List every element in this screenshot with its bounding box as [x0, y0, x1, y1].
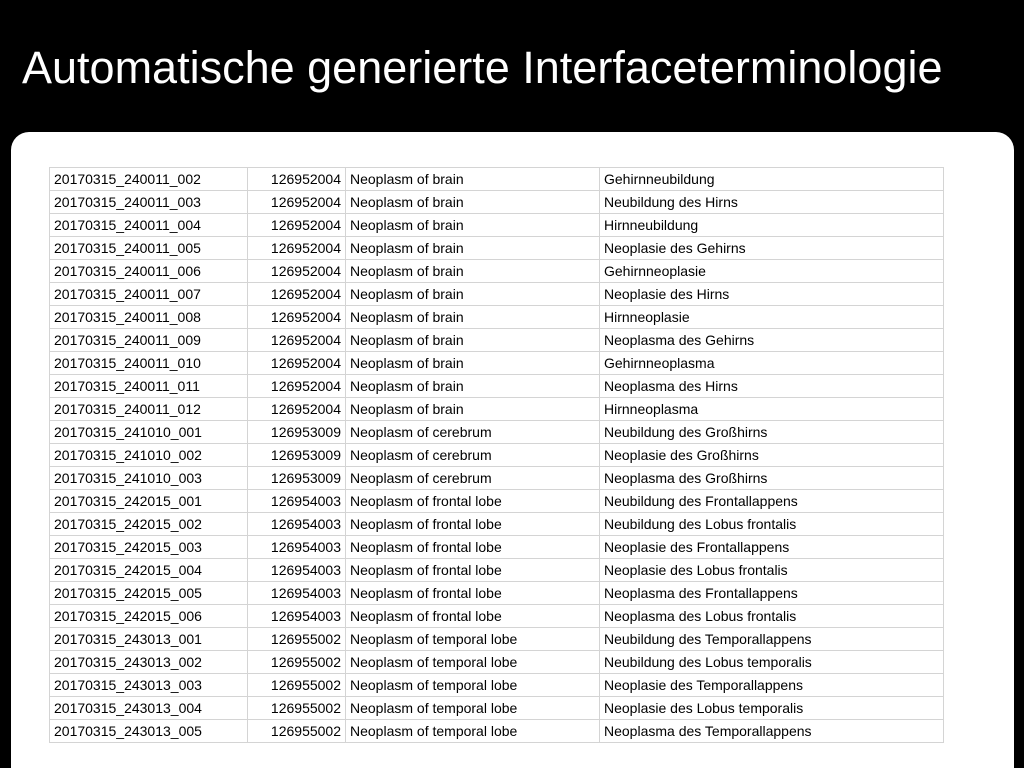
table-row — [50, 536, 944, 559]
cell-english-term: Neoplasm of temporal lobe — [346, 720, 600, 743]
table-row — [50, 421, 944, 444]
cell-term-id: 20170315_240011_009 — [50, 329, 248, 352]
cell-german-term: Neoplasma des Hirns — [600, 375, 944, 398]
cell-term-id: 20170315_241010_003 — [50, 467, 248, 490]
cell-german-term: Neoplasie des Lobus temporalis — [600, 697, 944, 720]
cell-german-term: Neoplasie des Temporallappens — [600, 674, 944, 697]
table-row — [50, 283, 944, 306]
cell-german-term: Neubildung des Großhirns — [600, 421, 944, 444]
cell-term-id: 20170315_240011_011 — [50, 375, 248, 398]
cell-concept-code: 126955002 — [248, 651, 346, 674]
table-row — [50, 513, 944, 536]
table-row — [50, 214, 944, 237]
cell-german-term: Neoplasma des Frontallappens — [600, 582, 944, 605]
cell-term-id: 20170315_240011_004 — [50, 214, 248, 237]
cell-concept-code: 126953009 — [248, 467, 346, 490]
cell-german-term: Neoplasie des Frontallappens — [600, 536, 944, 559]
cell-concept-code: 126954003 — [248, 582, 346, 605]
cell-term-id: 20170315_243013_002 — [50, 651, 248, 674]
cell-concept-code: 126954003 — [248, 559, 346, 582]
cell-term-id: 20170315_243013_005 — [50, 720, 248, 743]
cell-german-term: Neoplasma des Gehirns — [600, 329, 944, 352]
cell-term-id: 20170315_242015_001 — [50, 490, 248, 513]
cell-concept-code: 126954003 — [248, 513, 346, 536]
cell-english-term: Neoplasm of brain — [346, 191, 600, 214]
cell-german-term: Gehirnneubildung — [600, 168, 944, 191]
cell-concept-code: 126952004 — [248, 260, 346, 283]
terminology-table-body — [50, 168, 944, 743]
cell-english-term: Neoplasm of frontal lobe — [346, 536, 600, 559]
cell-english-term: Neoplasm of frontal lobe — [346, 513, 600, 536]
cell-english-term: Neoplasm of brain — [346, 237, 600, 260]
cell-english-term: Neoplasm of brain — [346, 398, 600, 421]
cell-concept-code: 126952004 — [248, 237, 346, 260]
cell-german-term: Hirnneoplasie — [600, 306, 944, 329]
table-row — [50, 168, 944, 191]
cell-concept-code: 126952004 — [248, 168, 346, 191]
cell-english-term: Neoplasm of brain — [346, 214, 600, 237]
cell-concept-code: 126952004 — [248, 191, 346, 214]
cell-concept-code: 126952004 — [248, 283, 346, 306]
cell-concept-code: 126952004 — [248, 352, 346, 375]
cell-english-term: Neoplasm of brain — [346, 260, 600, 283]
cell-english-term: Neoplasm of frontal lobe — [346, 559, 600, 582]
cell-term-id: 20170315_243013_003 — [50, 674, 248, 697]
table-row — [50, 260, 944, 283]
cell-term-id: 20170315_242015_002 — [50, 513, 248, 536]
cell-english-term: Neoplasm of frontal lobe — [346, 582, 600, 605]
table-row — [50, 605, 944, 628]
cell-term-id: 20170315_243013_004 — [50, 697, 248, 720]
cell-term-id: 20170315_240011_010 — [50, 352, 248, 375]
cell-german-term: Gehirnneoplasie — [600, 260, 944, 283]
cell-german-term: Neubildung des Lobus temporalis — [600, 651, 944, 674]
cell-term-id: 20170315_241010_001 — [50, 421, 248, 444]
cell-english-term: Neoplasm of frontal lobe — [346, 490, 600, 513]
cell-term-id: 20170315_242015_004 — [50, 559, 248, 582]
table-row — [50, 697, 944, 720]
cell-german-term: Gehirnneoplasma — [600, 352, 944, 375]
slide-title: Automatische generierte Interfaceterminologie — [22, 42, 943, 93]
cell-english-term: Neoplasm of cerebrum — [346, 444, 600, 467]
table-row — [50, 306, 944, 329]
table-row — [50, 375, 944, 398]
cell-term-id: 20170315_240011_012 — [50, 398, 248, 421]
table-row — [50, 651, 944, 674]
cell-english-term: Neoplasm of brain — [346, 352, 600, 375]
cell-concept-code: 126952004 — [248, 306, 346, 329]
table-row — [50, 398, 944, 421]
cell-concept-code: 126953009 — [248, 444, 346, 467]
table-row — [50, 628, 944, 651]
cell-german-term: Neubildung des Temporallappens — [600, 628, 944, 651]
cell-english-term: Neoplasm of temporal lobe — [346, 628, 600, 651]
cell-term-id: 20170315_243013_001 — [50, 628, 248, 651]
cell-term-id: 20170315_240011_005 — [50, 237, 248, 260]
table-row — [50, 329, 944, 352]
cell-concept-code: 126955002 — [248, 674, 346, 697]
cell-concept-code: 126952004 — [248, 398, 346, 421]
cell-term-id: 20170315_240011_006 — [50, 260, 248, 283]
terminology-table — [49, 167, 944, 743]
cell-english-term: Neoplasm of cerebrum — [346, 467, 600, 490]
cell-term-id: 20170315_240011_003 — [50, 191, 248, 214]
cell-term-id: 20170315_240011_002 — [50, 168, 248, 191]
cell-german-term: Neoplasie des Großhirns — [600, 444, 944, 467]
cell-concept-code: 126955002 — [248, 628, 346, 651]
cell-concept-code: 126955002 — [248, 697, 346, 720]
table-row — [50, 720, 944, 743]
cell-concept-code: 126952004 — [248, 375, 346, 398]
cell-term-id: 20170315_240011_007 — [50, 283, 248, 306]
table-row — [50, 674, 944, 697]
cell-concept-code: 126952004 — [248, 329, 346, 352]
cell-english-term: Neoplasm of cerebrum — [346, 421, 600, 444]
cell-english-term: Neoplasm of brain — [346, 283, 600, 306]
cell-german-term: Neoplasie des Lobus frontalis — [600, 559, 944, 582]
cell-german-term: Neubildung des Hirns — [600, 191, 944, 214]
table-row — [50, 444, 944, 467]
cell-german-term: Neoplasma des Lobus frontalis — [600, 605, 944, 628]
cell-concept-code: 126953009 — [248, 421, 346, 444]
cell-english-term: Neoplasm of brain — [346, 329, 600, 352]
table-row — [50, 352, 944, 375]
cell-german-term: Hirnneoplasma — [600, 398, 944, 421]
cell-term-id: 20170315_241010_002 — [50, 444, 248, 467]
table-row — [50, 490, 944, 513]
cell-concept-code: 126954003 — [248, 490, 346, 513]
cell-german-term: Neoplasie des Gehirns — [600, 237, 944, 260]
cell-german-term: Neoplasma des Temporallappens — [600, 720, 944, 743]
table-row — [50, 582, 944, 605]
cell-german-term: Neoplasma des Großhirns — [600, 467, 944, 490]
table-row — [50, 237, 944, 260]
cell-concept-code: 126954003 — [248, 605, 346, 628]
cell-english-term: Neoplasm of brain — [346, 375, 600, 398]
table-row — [50, 191, 944, 214]
cell-concept-code: 126952004 — [248, 214, 346, 237]
cell-german-term: Neubildung des Lobus frontalis — [600, 513, 944, 536]
cell-german-term: Neoplasie des Hirns — [600, 283, 944, 306]
cell-english-term: Neoplasm of temporal lobe — [346, 697, 600, 720]
cell-concept-code: 126954003 — [248, 536, 346, 559]
cell-term-id: 20170315_242015_006 — [50, 605, 248, 628]
cell-english-term: Neoplasm of brain — [346, 168, 600, 191]
cell-english-term: Neoplasm of temporal lobe — [346, 674, 600, 697]
cell-english-term: Neoplasm of brain — [346, 306, 600, 329]
cell-english-term: Neoplasm of frontal lobe — [346, 605, 600, 628]
table-row — [50, 559, 944, 582]
cell-term-id: 20170315_240011_008 — [50, 306, 248, 329]
cell-term-id: 20170315_242015_003 — [50, 536, 248, 559]
cell-english-term: Neoplasm of temporal lobe — [346, 651, 600, 674]
cell-term-id: 20170315_242015_005 — [50, 582, 248, 605]
cell-german-term: Hirnneubildung — [600, 214, 944, 237]
table-row — [50, 467, 944, 490]
content-panel — [11, 132, 1014, 768]
cell-german-term: Neubildung des Frontallappens — [600, 490, 944, 513]
cell-concept-code: 126955002 — [248, 720, 346, 743]
